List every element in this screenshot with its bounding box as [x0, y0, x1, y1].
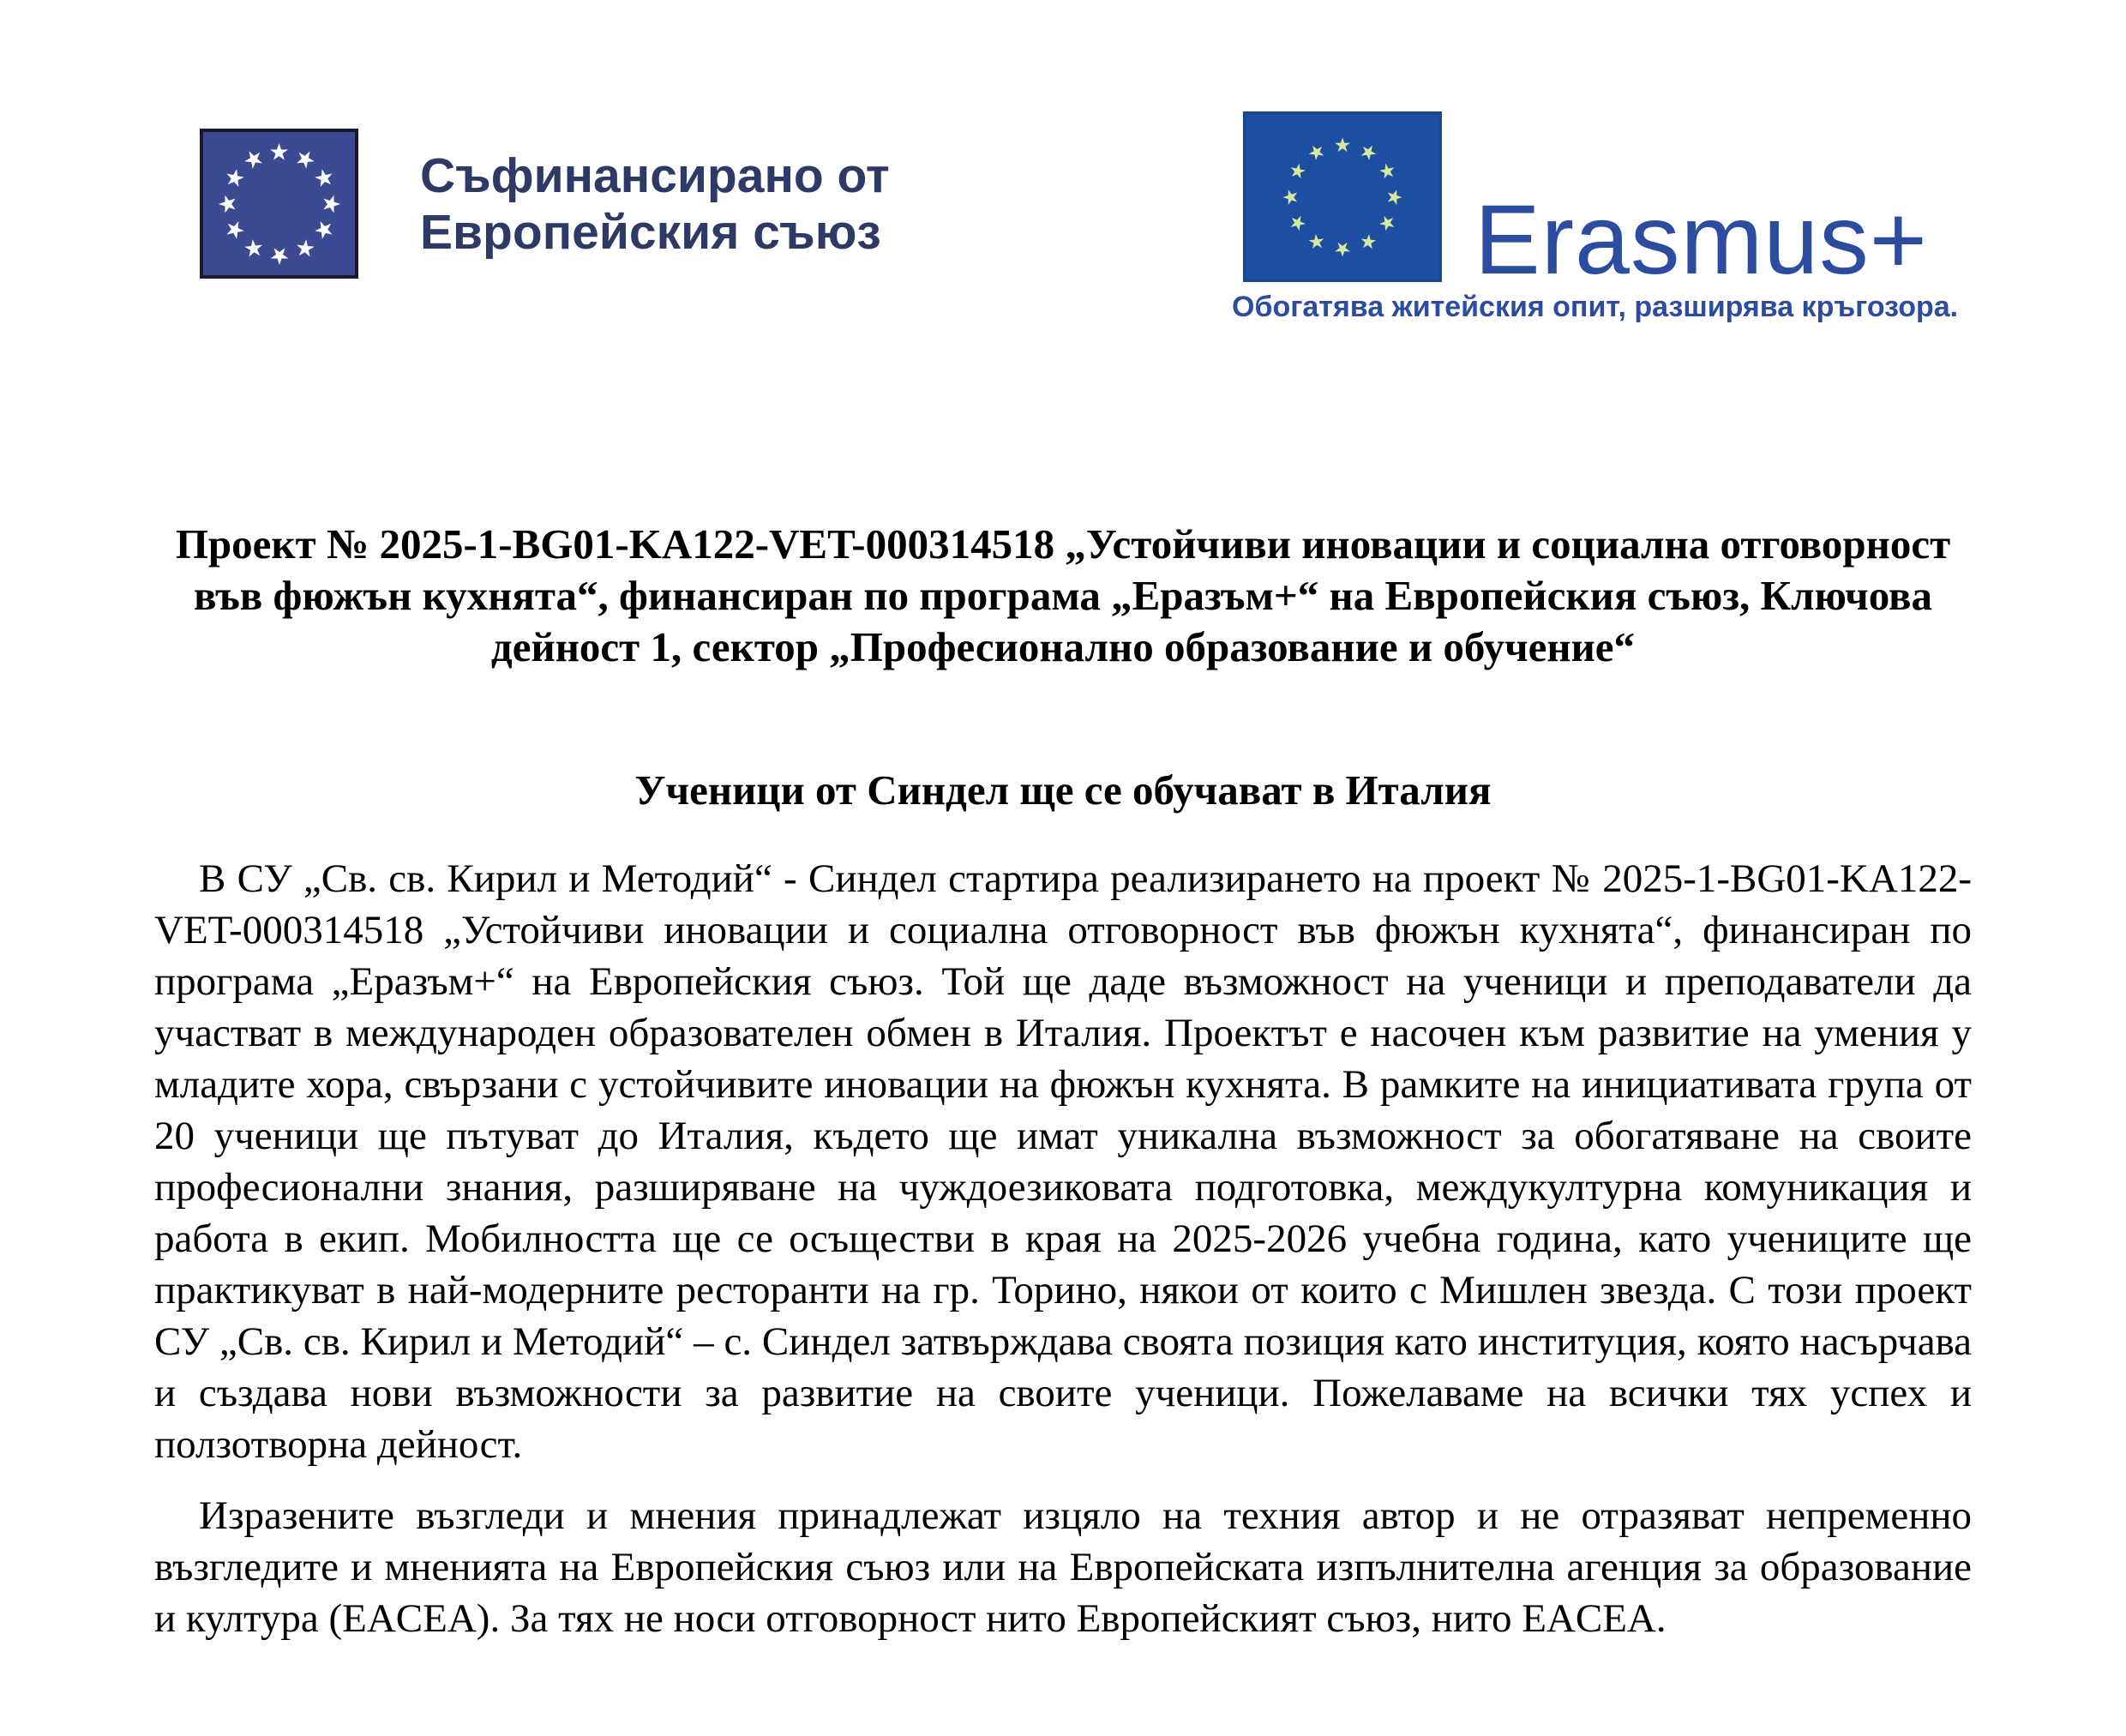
project-title: Проект № 2025-1-BG01-KA122-VET-000314518 „Устойчиви иновации и социална отговорност във фюжън кухнята“, финансиран по програма „Еразъм+“ на Европейския съюз, Ключова дейност 1, сектор „Професионално образование и обучение“: [175, 520, 1951, 670]
cofunded-label-line1: Съфинансирано от: [420, 147, 890, 203]
eu-flag-icon: [200, 129, 358, 279]
disclaimer-paragraph: Изразените възгледи и мнения принадлежат изцяло на техния автор и не отразяват непременно възгледите и мненията на Европейския съюз или на Европейската изпълнителна агенция за образование и култура (EACEA). За тях не носи отговорност нито Европейският съюз, нито EACEA.: [154, 1493, 1972, 1641]
article-heading: Ученици от Синдел ще се обучават в Италия: [634, 766, 1492, 814]
eu-flag-icon: [1243, 111, 1442, 282]
cofunded-label: [420, 147, 890, 261]
erasmus-logo: [1232, 111, 1958, 323]
eu-cofunded-logo: [200, 129, 890, 279]
article-paragraph-1: В СУ „Св. св. Кирил и Методий“ - Синдел стартира реализирането на проект № 2025-1-BG01-KA122-VET-000314518 „Устойчиви иновации и социална отговорност във фюжън кухнята“, финансиран по програма „Еразъм+“ на Европейския съюз. Той ще даде възможност на ученици и преподаватели да участват в международен образователен обмен в Италия. Проектът е насочен към развитие на умения у младите хора, свързани с устойчивите иновации на фюжън кухнята. В рамките на инициативата група от 20 ученици ще пътуват до Италия, където ще имат уникална възможност за обогатяване на своите професионални знания, разширяване на чуждоезиковата подготовка, междукултурна комуникация и работа в екип. Мобилността ще се осъществи в края на 2025-2026 учебна година, като учениците ще практикуват в най-модерните ресторанти на гр. Торино, някои от които с Мишлен звезда. С този проект СУ „Св. св. Кирил и Методий“ – с. Синдел затвърждава своята позиция като институция, която насърчава и създава нови възможности за развитие на своите ученици. Пожелаваме на всички тях успех и ползотворна дейност.: [154, 856, 1972, 1467]
cofunded-label-line2: Европейския съюз: [420, 204, 881, 260]
erasmus-wordmark: Erasmus+: [1474, 185, 1928, 295]
erasmus-tagline: Обогатява житейския опит, разширява кръгозора.: [1232, 291, 1959, 323]
